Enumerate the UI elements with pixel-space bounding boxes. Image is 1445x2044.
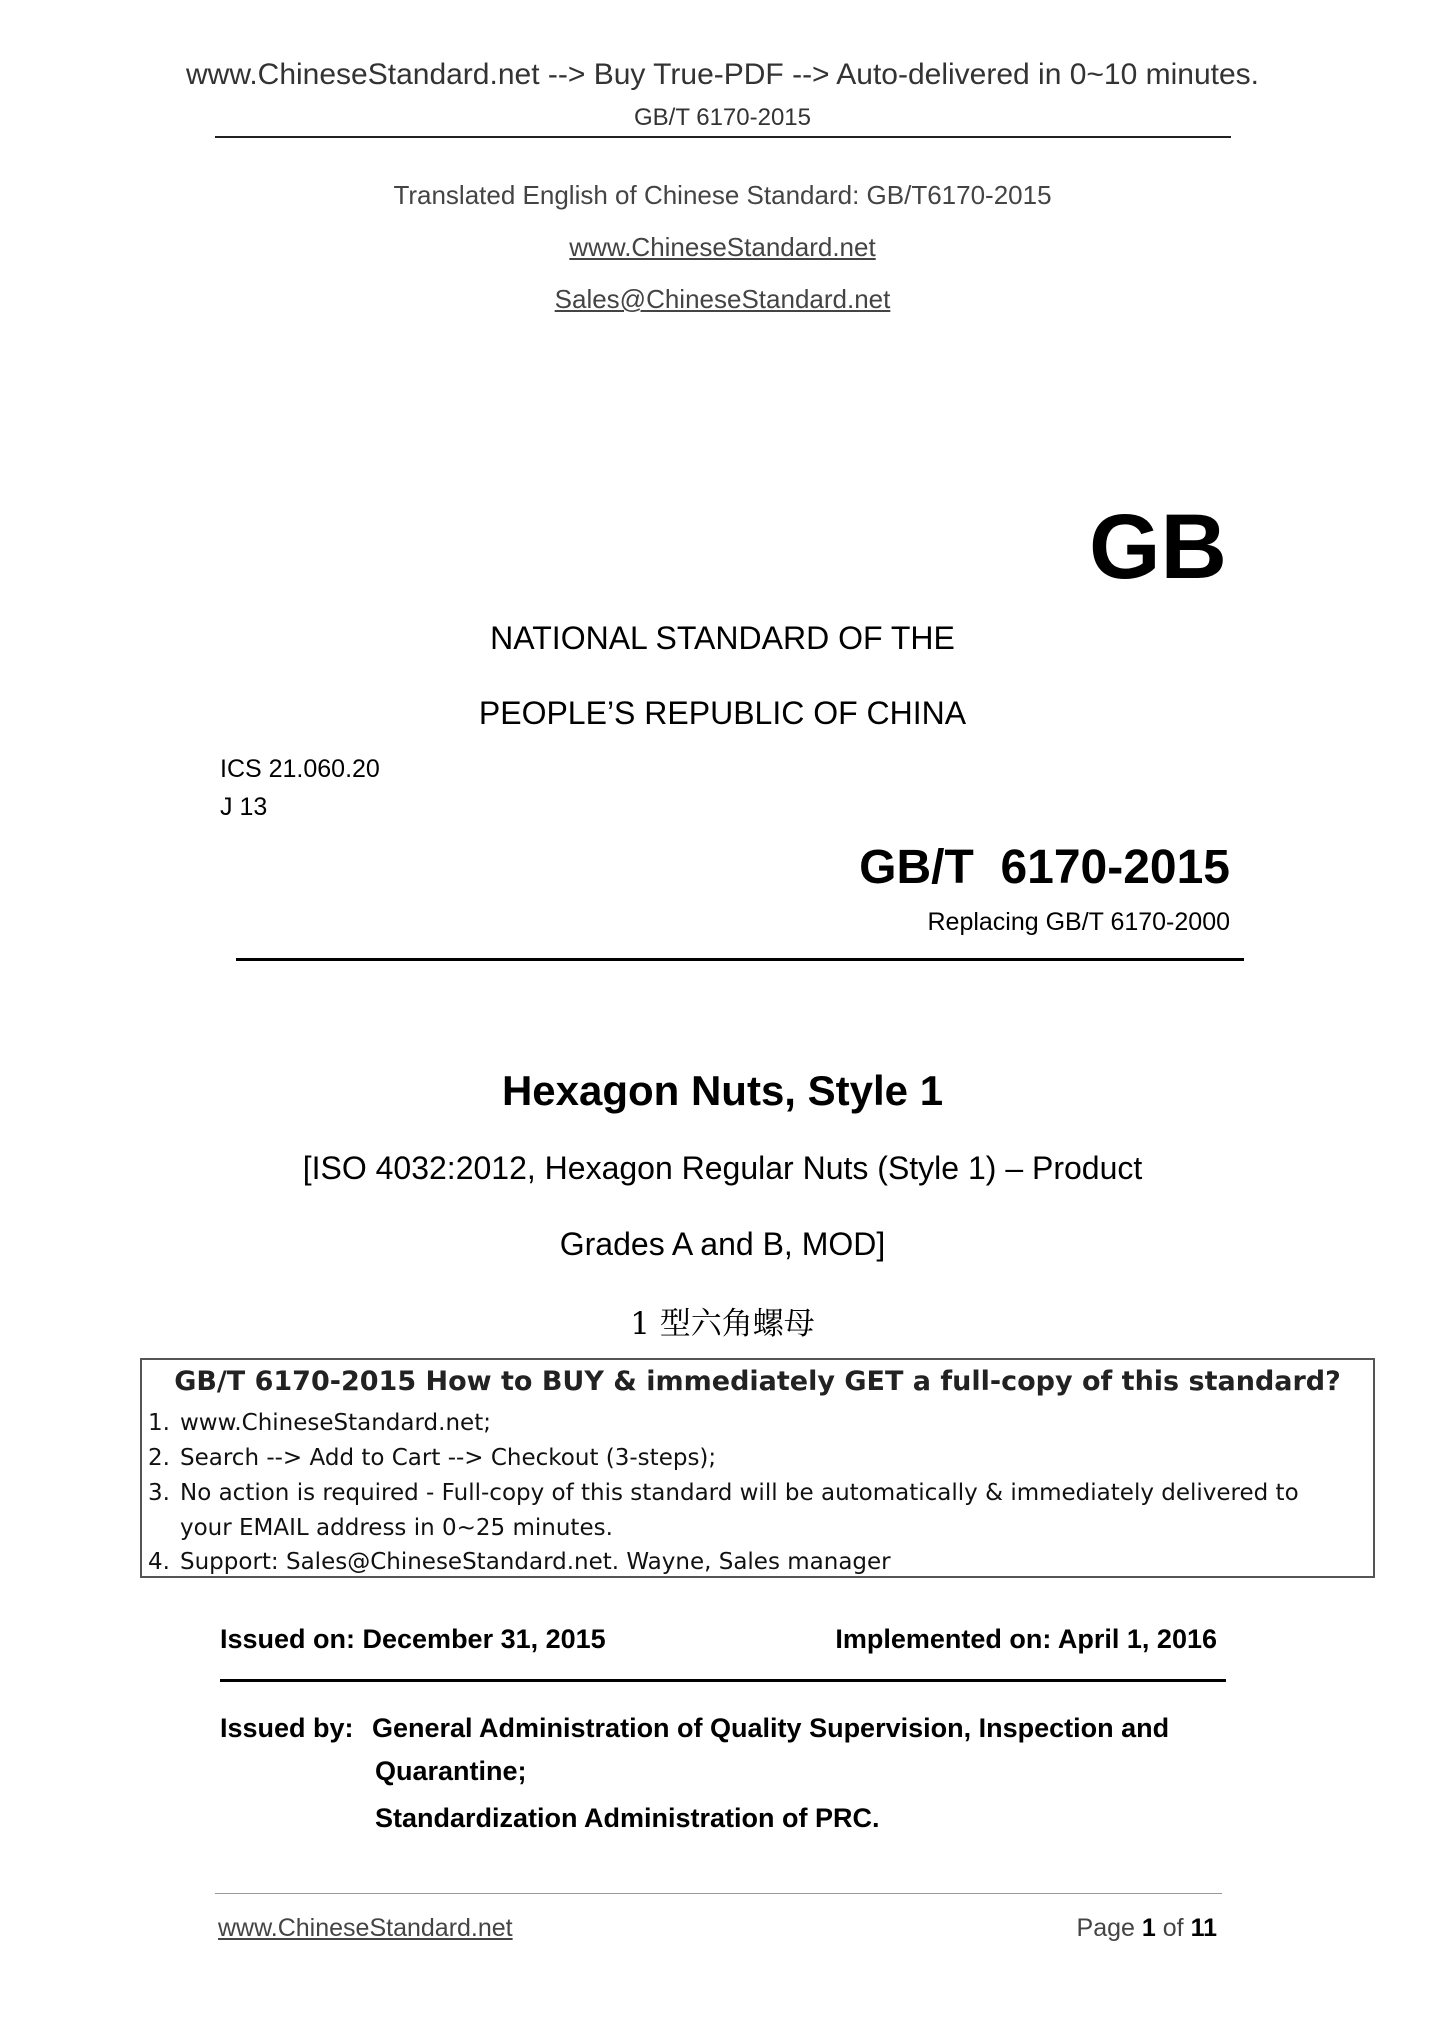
- national-standard-line2: PEOPLE’S REPUBLIC OF CHINA: [478, 695, 967, 731]
- buy-step-3-continued: [148, 1515, 613, 1541]
- buy-step-text: Support: Sales@ChineseStandard.net. Wayne, Sales manager: [180, 1549, 891, 1575]
- implemented-date: Implemented on: April 1, 2016: [835, 1624, 1217, 1654]
- page-of-label: of: [1162, 1914, 1184, 1942]
- buy-step-text: your EMAIL address in 0~25 minutes.: [180, 1515, 613, 1541]
- buy-step-2: [148, 1445, 716, 1471]
- footer-divider: [215, 1893, 1222, 1894]
- document-subtitle-line1: [ISO 4032:2012, Hexagon Regular Nuts (Style 1) – Product: [302, 1150, 1143, 1186]
- page-number: 1: [1141, 1914, 1156, 1942]
- gb-mark: GB: [1089, 496, 1227, 598]
- header-standard-code: GB/T 6170-2015: [633, 104, 811, 131]
- standard-code: GB/T 6170-2015: [859, 841, 1230, 894]
- page-indicator: [1077, 1914, 1217, 1943]
- dates-divider: [220, 1679, 1226, 1682]
- chinese-title: 1 型六角螺母: [630, 1306, 815, 1342]
- ics-code: ICS 21.060.20: [220, 755, 380, 783]
- issuer-line1: General Administration of Quality Supervision, Inspection and: [372, 1713, 1170, 1743]
- buy-step-4: [148, 1549, 891, 1575]
- buy-step-text: Search --> Add to Cart --> Checkout (3-steps);: [180, 1445, 717, 1471]
- document-subtitle-line2: Grades A and B, MOD]: [559, 1226, 886, 1262]
- issuer-line3: Standardization Administration of PRC.: [375, 1803, 880, 1833]
- buy-step-number: 3.: [148, 1480, 170, 1506]
- page-total: 11: [1190, 1914, 1217, 1942]
- cover-divider: [236, 958, 1244, 961]
- footer-website-link[interactable]: www.ChineseStandard.net: [218, 1914, 513, 1942]
- buy-box-title: GB/T 6170-2015 How to BUY & immediately GET a full-copy of this standard?: [174, 1366, 1341, 1397]
- email-row: [0, 284, 1445, 315]
- email-link[interactable]: Sales@ChineseStandard.net: [554, 284, 891, 314]
- issued-date: Issued on: December 31, 2015: [220, 1624, 606, 1654]
- website-row: [0, 232, 1445, 263]
- buy-step-number: 2.: [148, 1445, 170, 1471]
- website-link[interactable]: www.ChineseStandard.net: [569, 232, 876, 262]
- page-label: Page: [1076, 1914, 1135, 1942]
- ccs-code: J 13: [220, 793, 268, 821]
- header-banner: www.ChineseStandard.net --> Buy True-PDF --> Auto-delivered in 0~10 minutes.: [185, 58, 1260, 91]
- buy-step-text[interactable]: www.ChineseStandard.net;: [180, 1410, 491, 1436]
- buy-step-1: [148, 1410, 491, 1436]
- issuer-line2: Quarantine;: [375, 1756, 527, 1786]
- buy-step-3: [148, 1480, 1299, 1506]
- national-standard-line1: NATIONAL STANDARD OF THE: [490, 620, 955, 656]
- header-divider: [215, 136, 1231, 138]
- buy-info-box: [140, 1358, 1375, 1578]
- replacing-note: Replacing GB/T 6170-2000: [927, 908, 1230, 936]
- issued-by-label: Issued by:: [220, 1713, 354, 1743]
- buy-step-number: 4.: [148, 1549, 170, 1575]
- translated-note: Translated English of Chinese Standard: GB/T6170-2015: [393, 180, 1052, 210]
- buy-step-number: 1.: [148, 1410, 170, 1436]
- buy-step-text: No action is required - Full-copy of this standard will be automatically & immediately delivered to: [180, 1480, 1299, 1506]
- document-title: Hexagon Nuts, Style 1: [501, 1067, 944, 1114]
